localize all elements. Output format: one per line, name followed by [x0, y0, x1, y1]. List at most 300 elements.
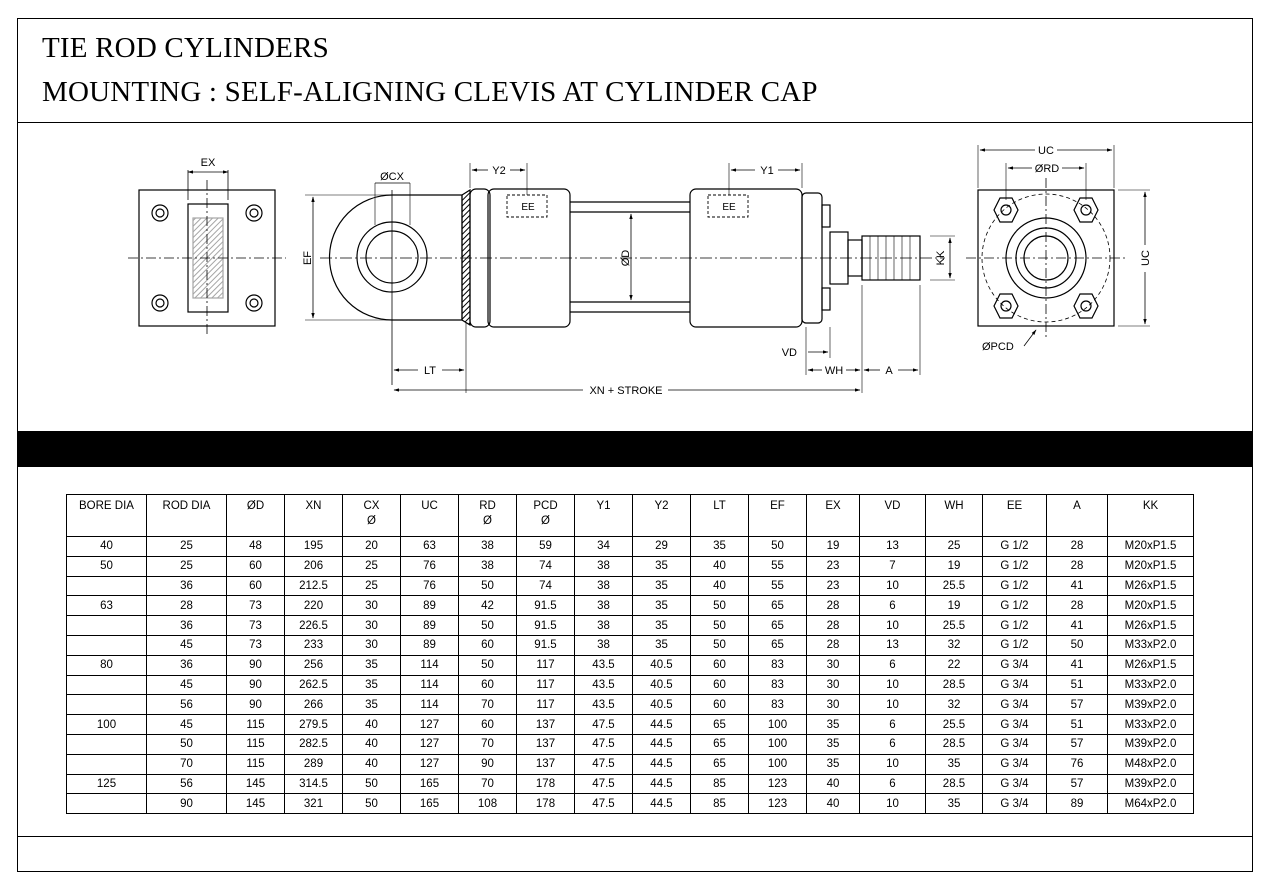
table-cell: G 1/2	[983, 537, 1047, 557]
column-header	[227, 495, 285, 537]
column-header-text: A	[1073, 500, 1081, 512]
table-cell: 63	[67, 596, 147, 616]
column-header-text: PCD	[533, 500, 558, 512]
table-cell: 23	[807, 556, 860, 576]
table-cell: 51	[1047, 715, 1108, 735]
table-cell: 50	[459, 655, 517, 675]
table-cell: 60	[459, 675, 517, 695]
table-cell: G 3/4	[983, 695, 1047, 715]
table-cell: 60	[459, 635, 517, 655]
table-cell: 89	[401, 616, 459, 636]
table-cell: M20xP1.5	[1108, 556, 1194, 576]
label-ocx: ØCX	[380, 171, 404, 183]
table-cell: 35	[691, 537, 749, 557]
table-cell: 178	[517, 774, 575, 794]
table-cell: 38	[575, 635, 633, 655]
table-cell: 70	[459, 774, 517, 794]
table-cell: M26xP1.5	[1108, 655, 1194, 675]
table-cell: 212.5	[285, 576, 343, 596]
table-cell: 60	[227, 576, 285, 596]
table-cell: 30	[343, 596, 401, 616]
table-cell: 13	[860, 635, 926, 655]
table-cell: 25.5	[926, 616, 983, 636]
table-cell: 50	[691, 596, 749, 616]
table-cell: 50	[749, 537, 807, 557]
table-cell: 44.5	[633, 734, 691, 754]
table-cell: 117	[517, 695, 575, 715]
table-cell: 125	[67, 774, 147, 794]
table-cell: 10	[860, 675, 926, 695]
label-xn-stroke: XN + STROKE	[589, 385, 663, 397]
table-cell: 226.5	[285, 616, 343, 636]
column-header	[860, 495, 926, 537]
column-header-text: CX	[363, 500, 380, 512]
table-cell: 36	[147, 576, 227, 596]
table-cell: 321	[285, 794, 343, 814]
table-cell: 6	[860, 655, 926, 675]
table-cell: 50	[1047, 635, 1108, 655]
table-cell: 76	[401, 576, 459, 596]
label-kk: KK	[935, 250, 947, 266]
end-view-head	[966, 145, 1150, 346]
table-cell: 43.5	[575, 675, 633, 695]
table-cell	[67, 675, 147, 695]
table-cell: 117	[517, 655, 575, 675]
table-cell: 47.5	[575, 774, 633, 794]
table-cell: 50	[691, 616, 749, 636]
table-cell: 35	[633, 576, 691, 596]
table-row	[67, 754, 1194, 774]
table-cell: 63	[401, 537, 459, 557]
column-header	[926, 495, 983, 537]
table-cell: 89	[401, 596, 459, 616]
table-cell: 83	[749, 695, 807, 715]
table-cell: 60	[691, 695, 749, 715]
column-header-text: RD	[479, 500, 496, 512]
label-opcd: ØPCD	[982, 341, 1014, 353]
table-row	[67, 655, 1194, 675]
table-cell: 47.5	[575, 734, 633, 754]
table-cell: 115	[227, 734, 285, 754]
table-cell: 90	[227, 675, 285, 695]
table-cell: 40.5	[633, 695, 691, 715]
table-row	[67, 734, 1194, 754]
table-cell: 28	[807, 616, 860, 636]
table-cell: G 3/4	[983, 715, 1047, 735]
table-cell: 123	[749, 794, 807, 814]
table-cell: 22	[926, 655, 983, 675]
table-cell: 40	[343, 734, 401, 754]
table-cell: 30	[343, 616, 401, 636]
column-header	[749, 495, 807, 537]
table-cell: 70	[459, 734, 517, 754]
table-cell: 47.5	[575, 794, 633, 814]
table-cell: 56	[147, 774, 227, 794]
table-cell: 123	[749, 774, 807, 794]
table-row	[67, 537, 1194, 557]
table-cell	[67, 734, 147, 754]
table-cell: 41	[1047, 655, 1108, 675]
table-cell: 41	[1047, 576, 1108, 596]
table-cell: 55	[749, 576, 807, 596]
table-cell: 40	[343, 754, 401, 774]
table-cell: 57	[1047, 695, 1108, 715]
table-cell: 100	[749, 734, 807, 754]
table-cell: 262.5	[285, 675, 343, 695]
table-cell: 145	[227, 774, 285, 794]
table-row	[67, 715, 1194, 735]
label-lt: LT	[423, 365, 437, 377]
table-cell: 114	[401, 655, 459, 675]
table-cell: 10	[860, 794, 926, 814]
dimension-table	[66, 494, 1194, 814]
label-uc-side: UC	[1140, 250, 1152, 266]
column-header	[1108, 495, 1194, 537]
table-cell: 60	[691, 655, 749, 675]
table-cell: 127	[401, 715, 459, 735]
label-y1: Y1	[760, 165, 774, 177]
table-cell: 65	[749, 616, 807, 636]
table-row	[67, 576, 1194, 596]
table-cell: 100	[749, 715, 807, 735]
table-cell: 40.5	[633, 655, 691, 675]
table-cell: 38	[575, 596, 633, 616]
column-header	[401, 495, 459, 537]
table-cell: 25	[147, 556, 227, 576]
table-cell: 65	[691, 715, 749, 735]
table-cell: 233	[285, 635, 343, 655]
table-cell: 35	[343, 695, 401, 715]
column-header-text: Ø	[483, 515, 492, 527]
table-cell: 20	[343, 537, 401, 557]
end-view-cap	[128, 170, 286, 336]
table-cell: 60	[691, 675, 749, 695]
footer-divider	[17, 836, 1253, 837]
table-cell: 70	[147, 754, 227, 774]
table-cell: 165	[401, 794, 459, 814]
label-ef: EF	[302, 250, 314, 266]
column-header	[147, 495, 227, 537]
table-cell: 108	[459, 794, 517, 814]
table-cell: 289	[285, 754, 343, 774]
table-cell: 55	[749, 556, 807, 576]
table-cell: 35	[926, 754, 983, 774]
table-cell: 44.5	[633, 794, 691, 814]
table-cell: 137	[517, 734, 575, 754]
table-cell: 35	[926, 794, 983, 814]
table-cell: 115	[227, 715, 285, 735]
table-row	[67, 774, 1194, 794]
table-row	[67, 635, 1194, 655]
table-cell: 137	[517, 754, 575, 774]
table-cell: 45	[147, 675, 227, 695]
table-cell: G 1/2	[983, 596, 1047, 616]
table-cell: 266	[285, 695, 343, 715]
table-cell: 40.5	[633, 675, 691, 695]
table-cell: 114	[401, 675, 459, 695]
table-cell: M20xP1.5	[1108, 537, 1194, 557]
table-cell: 28.5	[926, 675, 983, 695]
table-cell: 76	[401, 556, 459, 576]
table-cell: 19	[926, 596, 983, 616]
table-cell: G 3/4	[983, 774, 1047, 794]
table-cell: 10	[860, 754, 926, 774]
table-cell: G 3/4	[983, 754, 1047, 774]
table-row	[67, 695, 1194, 715]
table-cell: 6	[860, 774, 926, 794]
table-cell: 40	[67, 537, 147, 557]
table-cell: 25.5	[926, 576, 983, 596]
table-cell: 145	[227, 794, 285, 814]
column-header-text: Y2	[654, 500, 669, 512]
column-header-text: EF	[770, 500, 785, 512]
label-ex: EX	[200, 157, 216, 169]
table-cell: 35	[807, 734, 860, 754]
table-cell: 90	[147, 794, 227, 814]
table-cell: 73	[227, 635, 285, 655]
table-cell: 60	[227, 556, 285, 576]
table-cell: 56	[147, 695, 227, 715]
table-cell: 60	[459, 715, 517, 735]
table-cell: 70	[459, 695, 517, 715]
table-cell: 30	[343, 635, 401, 655]
column-header	[343, 495, 401, 537]
table-cell: 40	[343, 715, 401, 735]
table-cell: 206	[285, 556, 343, 576]
column-header-text: Ø	[367, 515, 376, 527]
table-cell: 127	[401, 754, 459, 774]
table-cell: 35	[633, 616, 691, 636]
table-cell: 40	[807, 794, 860, 814]
table-cell: G 1/2	[983, 556, 1047, 576]
table-cell: 10	[860, 576, 926, 596]
table-cell: G 1/2	[983, 616, 1047, 636]
column-header-text: EE	[1006, 500, 1023, 512]
table-cell: 40	[807, 774, 860, 794]
table-cell: 43.5	[575, 695, 633, 715]
table-cell: 19	[807, 537, 860, 557]
table-cell: 100	[67, 715, 147, 735]
table-cell: 35	[343, 675, 401, 695]
column-header-text: XN	[305, 500, 322, 512]
label-od: ØD	[620, 249, 632, 267]
label-vd: VD	[781, 347, 797, 359]
table-cell: 43.5	[575, 655, 633, 675]
label-y2: Y2	[492, 165, 506, 177]
table-cell: 65	[749, 635, 807, 655]
column-header-text: EX	[825, 500, 841, 512]
table-cell: G 1/2	[983, 576, 1047, 596]
table-cell: 7	[860, 556, 926, 576]
table-cell: 65	[749, 596, 807, 616]
table-cell: 6	[860, 715, 926, 735]
table-cell: 115	[227, 754, 285, 774]
table-cell	[67, 794, 147, 814]
table-cell: 6	[860, 596, 926, 616]
table-cell	[67, 616, 147, 636]
table-cell: 38	[575, 576, 633, 596]
table-cell: 65	[691, 754, 749, 774]
table-cell: 127	[401, 734, 459, 754]
table-cell	[67, 754, 147, 774]
table-cell: G 3/4	[983, 675, 1047, 695]
table-cell: 256	[285, 655, 343, 675]
table-cell: 50	[343, 794, 401, 814]
table-header-row	[67, 495, 1194, 537]
table-cell: 44.5	[633, 774, 691, 794]
table-cell: 76	[1047, 754, 1108, 774]
table-cell: 137	[517, 715, 575, 735]
table-cell: 74	[517, 576, 575, 596]
table-cell: 90	[227, 655, 285, 675]
label-a: A	[885, 365, 893, 377]
table-cell: 51	[1047, 675, 1108, 695]
table-cell	[67, 695, 147, 715]
table-row	[67, 596, 1194, 616]
table-cell: 83	[749, 675, 807, 695]
table-row	[67, 556, 1194, 576]
column-header-text: Ø	[541, 515, 550, 527]
table-cell: 48	[227, 537, 285, 557]
table-cell: M39xP2.0	[1108, 734, 1194, 754]
label-ee-left: EE	[521, 202, 535, 213]
table-cell: G 3/4	[983, 734, 1047, 754]
table-cell: 28	[807, 596, 860, 616]
table-cell: 32	[926, 695, 983, 715]
column-header-text: BORE DIA	[79, 500, 134, 512]
table-cell: 40	[691, 576, 749, 596]
table-cell: 25.5	[926, 715, 983, 735]
table-cell: 59	[517, 537, 575, 557]
table-cell: 50	[67, 556, 147, 576]
table-cell: 10	[860, 695, 926, 715]
table-cell: 282.5	[285, 734, 343, 754]
column-header-text: UC	[421, 500, 438, 512]
table-row	[67, 675, 1194, 695]
table-cell: 100	[749, 754, 807, 774]
column-header-text: LT	[713, 500, 726, 512]
table-cell: 28	[1047, 556, 1108, 576]
table-cell: 32	[926, 635, 983, 655]
table-cell: M33xP2.0	[1108, 635, 1194, 655]
table-cell: M26xP1.5	[1108, 576, 1194, 596]
table-cell: 10	[860, 616, 926, 636]
column-header	[285, 495, 343, 537]
table-cell: 89	[1047, 794, 1108, 814]
cylinder-drawing	[0, 0, 1271, 431]
table-cell: 30	[807, 695, 860, 715]
label-uc-top: UC	[1038, 145, 1054, 157]
table-cell: 35	[633, 596, 691, 616]
table-cell: 25	[343, 556, 401, 576]
table-cell: 314.5	[285, 774, 343, 794]
table-cell: 73	[227, 616, 285, 636]
table-cell: 38	[575, 616, 633, 636]
label-ee-right: EE	[722, 202, 736, 213]
table-cell: 23	[807, 576, 860, 596]
column-header-text: ØD	[246, 500, 265, 512]
table-cell: 85	[691, 794, 749, 814]
table-cell: 91.5	[517, 596, 575, 616]
table-cell: 44.5	[633, 754, 691, 774]
table-cell: 35	[633, 635, 691, 655]
column-header	[691, 495, 749, 537]
table-cell: 30	[807, 655, 860, 675]
table-cell: 29	[633, 537, 691, 557]
table-cell: 35	[807, 715, 860, 735]
table-cell: 35	[343, 655, 401, 675]
table-cell: 35	[633, 556, 691, 576]
column-header	[983, 495, 1047, 537]
table-cell: 117	[517, 675, 575, 695]
table-cell: 34	[575, 537, 633, 557]
table-cell: M39xP2.0	[1108, 774, 1194, 794]
table-cell: 50	[459, 616, 517, 636]
table-cell: 38	[575, 556, 633, 576]
table-cell: 91.5	[517, 635, 575, 655]
label-ord: ØRD	[1034, 163, 1060, 175]
table-cell: 90	[227, 695, 285, 715]
table-cell: 50	[691, 635, 749, 655]
column-header	[1047, 495, 1108, 537]
table-cell: 50	[147, 734, 227, 754]
table-cell: 80	[67, 655, 147, 675]
table-row	[67, 794, 1194, 814]
table-cell: M64xP2.0	[1108, 794, 1194, 814]
table-cell: 83	[749, 655, 807, 675]
table-body	[67, 537, 1194, 814]
column-header-text: ROD DIA	[162, 500, 211, 512]
column-header	[459, 495, 517, 537]
page-title: TIE ROD CYLINDERS	[42, 32, 329, 64]
table-cell: M33xP2.0	[1108, 715, 1194, 735]
table-cell: 279.5	[285, 715, 343, 735]
table-cell: 165	[401, 774, 459, 794]
table-cell: 40	[691, 556, 749, 576]
table-cell: M26xP1.5	[1108, 616, 1194, 636]
table-cell: 57	[1047, 734, 1108, 754]
table-cell: 114	[401, 695, 459, 715]
table-cell: 28	[1047, 596, 1108, 616]
table-cell: 45	[147, 715, 227, 735]
table-cell: 57	[1047, 774, 1108, 794]
table-cell: 42	[459, 596, 517, 616]
table-cell: 28	[147, 596, 227, 616]
table-cell: 178	[517, 794, 575, 814]
table-cell: 74	[517, 556, 575, 576]
table-cell: 30	[807, 675, 860, 695]
table-cell: 28.5	[926, 734, 983, 754]
table-cell: M48xP2.0	[1108, 754, 1194, 774]
column-header	[517, 495, 575, 537]
column-header-text: KK	[1142, 500, 1159, 512]
column-header	[67, 495, 147, 537]
table-cell: 25	[147, 537, 227, 557]
table-cell: 13	[860, 537, 926, 557]
table-cell: 47.5	[575, 715, 633, 735]
table-cell: 28	[1047, 537, 1108, 557]
table-cell: 90	[459, 754, 517, 774]
table-cell: 28	[807, 635, 860, 655]
table-cell: 6	[860, 734, 926, 754]
page-subtitle: MOUNTING : SELF-ALIGNING CLEVIS AT CYLINDER CAP	[42, 76, 818, 108]
table-cell: 65	[691, 734, 749, 754]
column-header-text: VD	[884, 500, 901, 512]
column-header	[575, 495, 633, 537]
table-cell: 73	[227, 596, 285, 616]
table-cell: 44.5	[633, 715, 691, 735]
table-cell: 220	[285, 596, 343, 616]
